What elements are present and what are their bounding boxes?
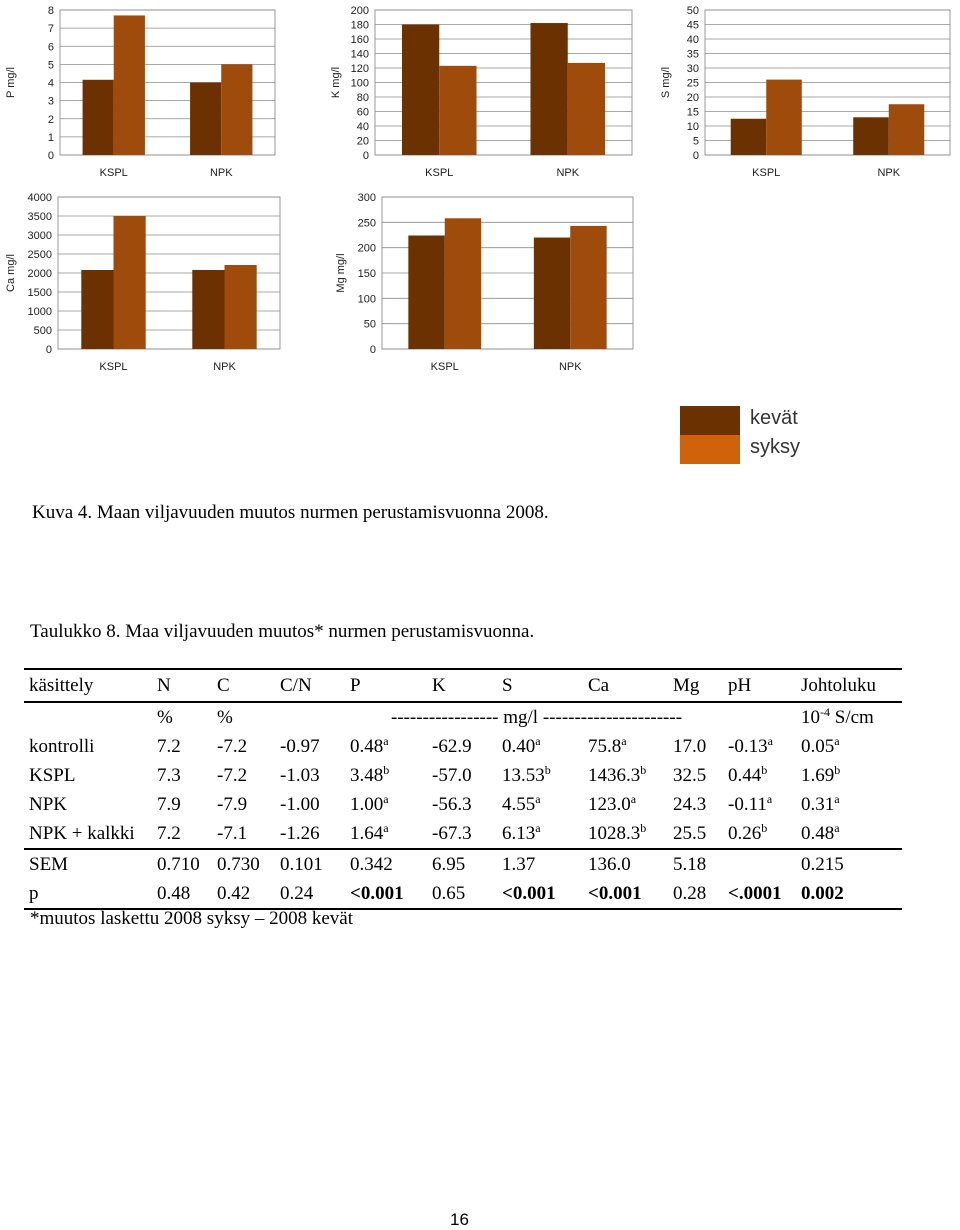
cell-cn: -1.00 [280, 793, 320, 815]
y-axis-label: Ca mg/l [5, 254, 17, 292]
x-tick-label: KSPL [752, 167, 781, 179]
y-tick-label: 0 [47, 150, 54, 162]
sig-letter: b [640, 820, 647, 835]
col-header-k: K [427, 669, 497, 702]
table-row [24, 732, 902, 761]
y-tick-label: 3500 [27, 211, 52, 223]
bar-kevät-NPK [190, 83, 221, 156]
bar-kevät-NPK [853, 117, 889, 155]
mg-chart [330, 188, 640, 378]
y-tick-label: 150 [357, 268, 376, 280]
cell-c: -7.1 [217, 822, 248, 844]
col-header-treatment: käsittely [24, 669, 152, 702]
y-tick-label: 50 [686, 5, 699, 17]
sig-letter: a [766, 791, 773, 806]
y-tick-label: 7 [47, 23, 54, 36]
y-tick-label: 250 [357, 217, 376, 230]
ca-chart [0, 188, 290, 378]
x-tick-label: KSPL [425, 167, 454, 179]
col-header-p: P [345, 669, 427, 702]
y-tick-label: 0 [369, 344, 376, 356]
bar-kevät-KSPL [731, 119, 767, 155]
bar-syksy-KSPL [445, 218, 481, 349]
y-tick-label: 45 [686, 19, 699, 32]
col-header-mg: Mg [668, 669, 723, 702]
y-axis-label: Mg mg/l [335, 253, 347, 293]
bar-kevät-KSPL [83, 80, 114, 155]
y-tick-label: 200 [357, 242, 376, 255]
x-tick-label: NPK [556, 167, 580, 179]
y-tick-label: 160 [350, 34, 369, 46]
bar-syksy-KSPL [439, 66, 476, 155]
results-table [24, 668, 902, 910]
cell-n: 7.3 [157, 764, 181, 786]
y-tick-label: 140 [350, 48, 369, 61]
col-header-ec: Johtoluku [796, 669, 902, 702]
y-tick-label: 300 [357, 192, 376, 204]
p-chart [0, 0, 280, 180]
table-caption: Taulukko 8. Maa viljavuuden muutos* nurmen perustamisvuonna. [30, 621, 535, 642]
legend-label-autumn: syksy [750, 436, 800, 458]
table-row-pvalue: p 0.48 0.42 0.24 <0.001 0.65 <0.001 <0.001 0.28 <.0001 0.002 [24, 879, 902, 909]
cell-jl: 0.31$^a$ [801, 791, 840, 815]
cell-n: 7.2 [157, 822, 181, 844]
y-tick-label: 5 [692, 135, 699, 148]
sig-letter: b [761, 820, 768, 835]
unit-mgl: ----------------- mg/l ---------------------- [390, 706, 683, 728]
cell-s: 0.40$^a$ [502, 733, 541, 757]
y-tick-label: 180 [350, 19, 369, 32]
cell-p: 3.48$^b$ [350, 762, 390, 786]
bar-kevät-KSPL [408, 236, 444, 349]
x-tick-label: NPK [213, 361, 236, 373]
y-tick-label: 2000 [27, 268, 52, 280]
row-label: KSPL [29, 764, 76, 786]
cell-ca: 1028.3$^b$ [588, 820, 647, 844]
y-tick-label: 5 [47, 59, 54, 72]
y-tick-label: 60 [356, 106, 369, 119]
sig-letter: b [761, 762, 768, 777]
bar-kevät-KSPL [402, 25, 439, 156]
table-footnote: *muutos laskettu 2008 syksy – 2008 kevät [30, 908, 353, 929]
sig-letter: b [640, 762, 647, 777]
y-tick-label: 50 [363, 318, 376, 331]
bar-kevät-KSPL [81, 270, 113, 349]
s-chart [655, 0, 960, 180]
y-tick-label: 6 [47, 41, 54, 54]
cell-cn: -1.26 [280, 822, 320, 844]
y-tick-label: 35 [686, 48, 699, 61]
cell-p: 1.00$^a$ [350, 791, 389, 815]
x-tick-label: NPK [209, 167, 233, 179]
cell-k: -62.9 [432, 735, 472, 757]
sig-letter: a [535, 733, 541, 748]
y-tick-label: 40 [686, 34, 699, 46]
cell-s: 13.53$^b$ [502, 762, 551, 786]
table-units-row [24, 702, 902, 732]
sig-letter: a [535, 820, 541, 835]
figure-caption: Kuva 4. Maan viljavuuden muutos nurmen perustamisvuonna 2008. [32, 502, 549, 523]
k-chart [325, 0, 640, 180]
y-tick-label: 200 [350, 5, 369, 17]
sig-letter: b [544, 762, 551, 777]
legend-label-spring: kevät [750, 407, 798, 429]
bar-syksy-NPK [221, 64, 252, 155]
table-row [24, 790, 902, 819]
y-axis-label: K mg/l [330, 66, 342, 99]
unit-n: % [157, 706, 173, 728]
y-tick-label: 100 [350, 77, 369, 90]
row-label: kontrolli [29, 735, 95, 757]
y-tick-label: 500 [33, 325, 52, 337]
y-tick-label: 3000 [27, 230, 52, 242]
page-number: 16 [450, 1210, 469, 1229]
cell-s: 6.13$^a$ [502, 820, 541, 844]
cell-mg: 17.0 [673, 735, 707, 757]
bar-syksy-NPK [225, 265, 257, 349]
bar-kevät-NPK [530, 23, 567, 155]
y-tick-label: 4 [47, 77, 54, 90]
col-header-ph: pH [723, 669, 796, 702]
y-tick-label: 8 [47, 5, 54, 17]
cell-c: -7.2 [217, 735, 248, 757]
y-tick-label: 0 [45, 344, 52, 356]
sig-letter: a [834, 733, 840, 748]
y-tick-label: 30 [686, 63, 699, 75]
bar-syksy-KSPL [114, 15, 145, 155]
table-body [24, 732, 902, 849]
cell-c: -7.2 [217, 764, 248, 786]
sig-letter: b [834, 762, 841, 777]
y-tick-label: 3 [47, 95, 54, 108]
bar-syksy-NPK [570, 226, 606, 349]
sig-letter: a [630, 791, 637, 806]
x-tick-label: NPK [877, 167, 901, 179]
y-tick-label: 2500 [27, 249, 52, 261]
cell-mg: 32.5 [673, 764, 707, 786]
sig-letter: a [535, 791, 541, 806]
sig-letter: a [383, 733, 389, 748]
cell-k: -67.3 [432, 822, 472, 844]
bar-syksy-NPK [568, 63, 605, 155]
bar-syksy-KSPL [766, 80, 802, 155]
y-tick-label: 80 [356, 92, 369, 104]
col-header-n: N [152, 669, 212, 702]
cell-p: 1.64$^a$ [350, 820, 389, 844]
y-tick-label: 20 [356, 135, 369, 148]
sig-letter: a [834, 791, 840, 806]
row-label: NPK + kalkki [29, 822, 135, 844]
bar-syksy-KSPL [114, 216, 146, 349]
cell-jl: 1.69$^b$ [801, 762, 841, 786]
x-tick-label: NPK [558, 361, 582, 373]
y-tick-label: 20 [686, 92, 699, 104]
y-axis-label: P mg/l [5, 67, 17, 98]
x-tick-label: KSPL [99, 361, 128, 373]
cell-jl: 0.48$^a$ [801, 820, 840, 844]
cell-ca: 1436.3$^b$ [588, 762, 647, 786]
y-tick-label: 25 [686, 77, 699, 90]
cell-s: 4.55$^a$ [502, 791, 541, 815]
cell-k: -56.3 [432, 793, 472, 815]
cell-k: -57.0 [432, 764, 472, 786]
y-tick-label: 10 [686, 121, 699, 133]
cell-c: -7.9 [217, 793, 248, 815]
cell-n: 7.9 [157, 793, 181, 815]
y-tick-label: 100 [357, 293, 376, 306]
cell-ph: -0.11$^a$ [728, 791, 773, 815]
y-tick-label: 4000 [27, 192, 52, 204]
col-header-cn: C/N [275, 669, 345, 702]
sig-letter: b [383, 762, 390, 777]
cell-ca: 75.8$^a$ [588, 733, 627, 757]
y-tick-label: 120 [350, 63, 369, 75]
sig-letter: a [834, 820, 840, 835]
bar-kevät-NPK [192, 270, 224, 349]
legend-swatch-autumn [680, 435, 740, 464]
col-header-s: S [497, 669, 583, 702]
cell-mg: 25.5 [673, 822, 707, 844]
unit-ec: $10^{-4}$ S/cm [801, 704, 874, 728]
table-row [24, 761, 902, 790]
y-tick-label: 0 [692, 150, 699, 162]
bar-syksy-NPK [889, 104, 925, 155]
cell-ph: -0.13$^a$ [728, 733, 773, 757]
col-header-c: C [212, 669, 275, 702]
cell-jl: 0.05$^a$ [801, 733, 840, 757]
sig-letter: a [621, 733, 627, 748]
table-row-sem: SEM 0.710 0.730 0.101 0.342 6.95 1.37 136.0 5.18 0.215 [24, 849, 902, 879]
cell-cn: -1.03 [280, 764, 320, 786]
cell-mg: 24.3 [673, 793, 707, 815]
cell-ph: 0.44$^b$ [728, 762, 768, 786]
x-tick-label: KSPL [99, 167, 128, 179]
y-tick-label: 15 [686, 106, 699, 119]
bar-kevät-NPK [534, 238, 570, 349]
unit-c: % [217, 706, 233, 728]
y-axis-label: S mg/l [660, 66, 672, 99]
row-label: NPK [29, 793, 68, 815]
cell-cn: -0.97 [280, 735, 320, 757]
y-tick-label: 1 [47, 131, 54, 144]
col-header-ca: Ca [583, 669, 668, 702]
y-tick-label: 0 [362, 150, 369, 162]
y-tick-label: 40 [356, 121, 369, 133]
cell-n: 7.2 [157, 735, 181, 757]
table-row [24, 819, 902, 849]
cell-p: 0.48$^a$ [350, 733, 389, 757]
table-header-row [24, 669, 902, 702]
sig-letter: a [383, 791, 389, 806]
sig-letter: a [383, 820, 389, 835]
cell-ph: 0.26$^b$ [728, 820, 768, 844]
y-tick-label: 2 [47, 113, 54, 126]
sig-letter: a [767, 733, 773, 748]
x-tick-label: KSPL [430, 361, 459, 373]
legend-swatch-spring [680, 406, 740, 435]
y-tick-label: 1000 [27, 306, 52, 318]
y-tick-label: 1500 [27, 287, 52, 299]
cell-ca: 123.0$^a$ [588, 791, 637, 815]
